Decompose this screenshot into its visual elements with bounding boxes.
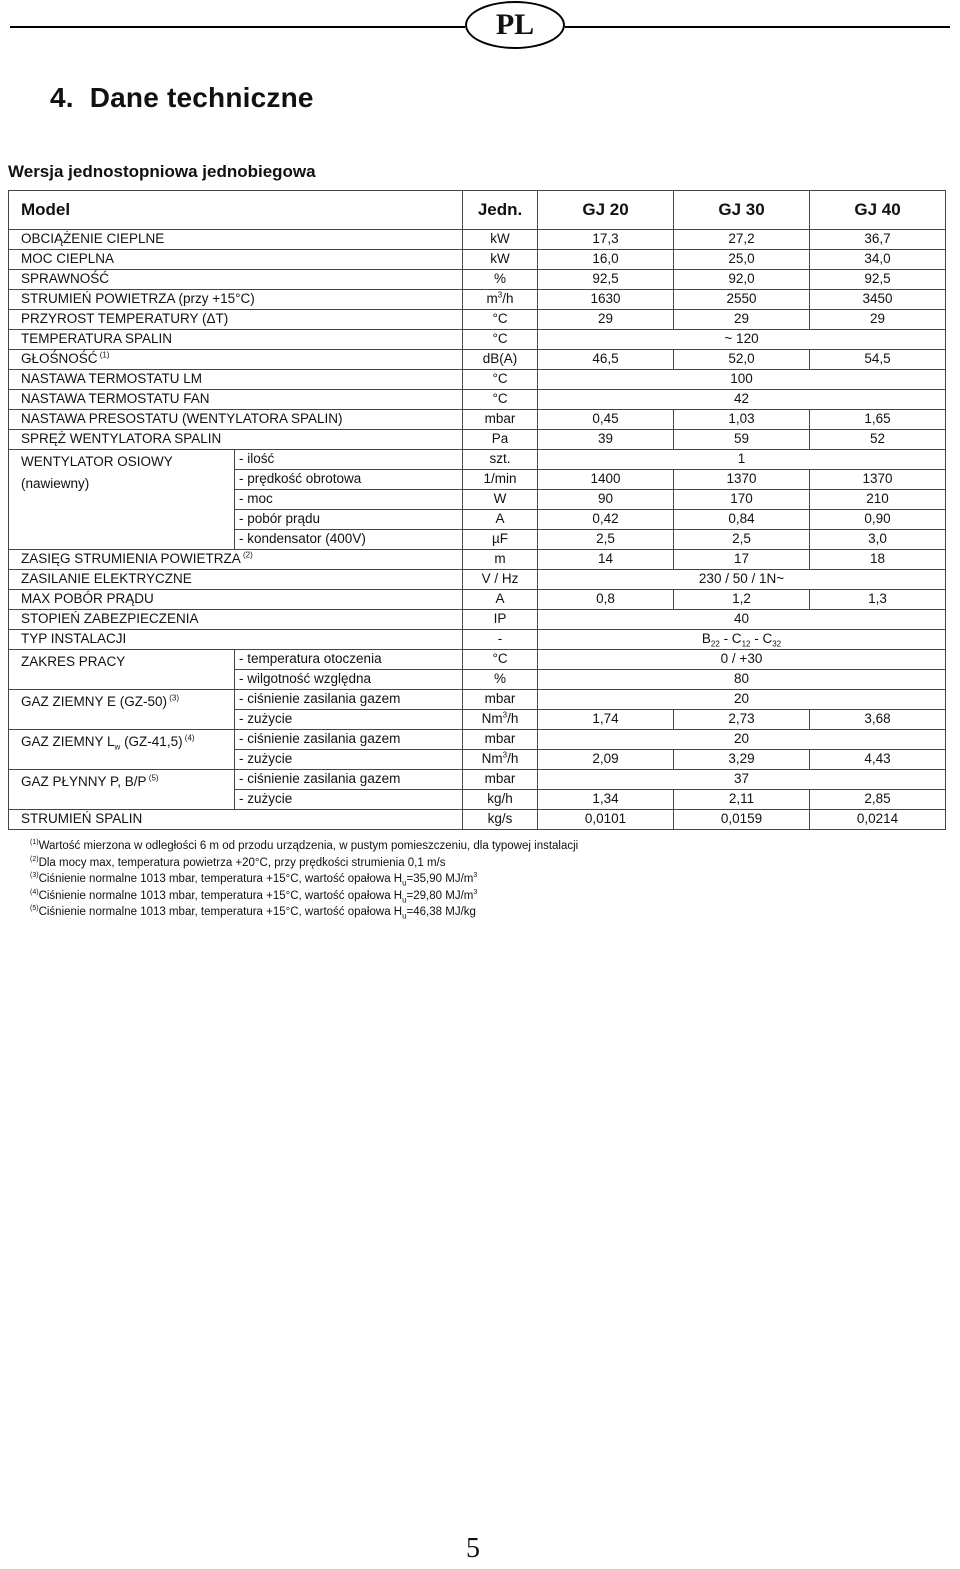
value-all-models: 42 — [538, 390, 946, 410]
value-all-models: 1 — [538, 450, 946, 470]
unit-cell: mbar — [463, 770, 538, 790]
value-gj30: 27,2 — [674, 230, 810, 250]
table-row — [9, 610, 946, 630]
value-gj20: 39 — [538, 430, 674, 450]
value-all-models: 230 / 50 / 1N~ — [538, 570, 946, 590]
unit-cell: A — [463, 590, 538, 610]
row-label: MOC CIEPLNA — [9, 250, 463, 270]
unit-cell: % — [463, 270, 538, 290]
table-row — [9, 570, 946, 590]
unit-cell: kg/s — [463, 810, 538, 830]
value-gj40: 2,85 — [810, 790, 946, 810]
work-range-label — [9, 650, 235, 690]
footnote-text: Ciśnienie normalne 1013 mbar, temperatura +15°C, wartość opałowa H — [38, 889, 403, 902]
value-gj30: 17 — [674, 550, 810, 570]
table-row — [9, 330, 946, 350]
value-all-models: 20 — [538, 690, 946, 710]
value-all-models: 0 / +30 — [538, 650, 946, 670]
table-row — [9, 410, 946, 430]
header-rule-right — [565, 26, 950, 28]
footnote-item — [30, 855, 730, 872]
row-label: TYP INSTALACJI — [9, 630, 463, 650]
gas-lw-subscript: w — [114, 742, 121, 752]
table-header-row — [9, 191, 946, 230]
unit-cell: Nm$^3$/h — [463, 750, 538, 770]
value-gj30: 0,0159 — [674, 810, 810, 830]
unit-cell: mbar — [463, 690, 538, 710]
table-row — [9, 350, 946, 370]
value-gj40: 3,0 — [810, 530, 946, 550]
value-gj30: 29 — [674, 310, 810, 330]
table-row — [9, 590, 946, 610]
header-rule-left — [10, 26, 465, 28]
page-number: 5 — [466, 1533, 480, 1564]
table-row — [9, 370, 946, 390]
row-sublabel: - ilość — [235, 450, 463, 470]
table-row — [9, 430, 946, 450]
footnote-mark: (5) — [30, 905, 39, 913]
install-sub: 22 — [710, 640, 720, 650]
section-title — [50, 82, 314, 114]
unit-cell: 1/min — [463, 470, 538, 490]
value-gj30: 25,0 — [674, 250, 810, 270]
gas-lw-label — [9, 730, 235, 770]
unit-cell: °C — [463, 330, 538, 350]
value-gj20: 2,5 — [538, 530, 674, 550]
footnote-item — [30, 888, 730, 905]
unit-cell: - — [463, 630, 538, 650]
fan-label-sub: (nawiewny) — [21, 476, 90, 491]
row-sublabel: - ciśnienie zasilania gazem — [235, 730, 463, 750]
row-sublabel: - wilgotność względna — [235, 670, 463, 690]
value-gj20: 16,0 — [538, 250, 674, 270]
row-label: OBCIĄŻENIE CIEPLNE — [9, 230, 463, 250]
footnote-mark: (4) — [30, 888, 39, 896]
value-gj30: 1,03 — [674, 410, 810, 430]
row-sublabel: - prędkość obrotowa — [235, 470, 463, 490]
value-gj40: 54,5 — [810, 350, 946, 370]
unit-cell: µF — [463, 530, 538, 550]
row-sublabel: - zużycie — [235, 790, 463, 810]
row-sublabel: - zużycie — [235, 750, 463, 770]
row-sublabel: - moc — [235, 490, 463, 510]
table-row — [9, 290, 946, 310]
value-all-models: 40 — [538, 610, 946, 630]
row-label: STOPIEŃ ZABEZPIECZENIA — [9, 610, 463, 630]
footnote-superscript: 3 — [473, 872, 478, 880]
value-gj40: 1,3 — [810, 590, 946, 610]
unit-cell: W — [463, 490, 538, 510]
value-gj20: 0,42 — [538, 510, 674, 530]
footnote-text-end: =46,38 MJ/kg — [406, 906, 476, 918]
value-gj40: 4,43 — [810, 750, 946, 770]
value-gj20: 0,0101 — [538, 810, 674, 830]
footnote-item — [30, 904, 730, 921]
row-label: SPRĘŻ WENTYLATORA SPALIN — [9, 430, 463, 450]
footnote-subscript: u — [402, 878, 407, 888]
row-label: GŁOŚNOŚĆ $^{(1)}$ — [9, 350, 463, 370]
value-gj40: 3,68 — [810, 710, 946, 730]
row-sublabel: - zużycie — [235, 710, 463, 730]
value-gj20: 90 — [538, 490, 674, 510]
unit-superscript: 3 — [497, 290, 503, 300]
value-gj30: 52,0 — [674, 350, 810, 370]
value-gj40: 92,5 — [810, 270, 946, 290]
installation-type-value: $B_{22} - C_{12} - C_{32}$ — [538, 630, 946, 650]
row-label: STRUMIEŃ POWIETRZA (przy +15°C) — [9, 290, 463, 310]
unit-cell: kg/h — [463, 790, 538, 810]
row-sublabel: - kondensator (400V) — [235, 530, 463, 550]
table-row — [9, 690, 946, 710]
value-all-models: 20 — [538, 730, 946, 750]
table-title: Wersja jednostopniowa jednobiegowa — [8, 162, 316, 181]
unit-cell: kW — [463, 250, 538, 270]
value-gj40: 29 — [810, 310, 946, 330]
section-title-text: Dane techniczne — [89, 82, 314, 113]
footnote-text-end: =29,80 MJ/m — [406, 889, 474, 902]
value-gj20: 0,8 — [538, 590, 674, 610]
value-gj40: 36,7 — [810, 230, 946, 250]
table-row — [9, 730, 946, 750]
value-gj30: 1,2 — [674, 590, 810, 610]
unit-cell: kW — [463, 230, 538, 250]
value-gj40: 210 — [810, 490, 946, 510]
row-sublabel: - ciśnienie zasilania gazem — [235, 690, 463, 710]
section-number: 4. — [50, 82, 74, 113]
header-model: Model — [9, 191, 463, 230]
technical-data-table — [8, 190, 946, 830]
footnote-subscript: u — [402, 894, 407, 904]
row-label: STRUMIEŃ SPALIN — [9, 810, 463, 830]
value-gj20: 92,5 — [538, 270, 674, 290]
value-gj40: 1370 — [810, 470, 946, 490]
value-all-models: ~ 120 — [538, 330, 946, 350]
footnote-text: Ciśnienie normalne 1013 mbar, temperatura +15°C, wartość opałowa H — [38, 906, 403, 918]
footnote-ref: (4) — [182, 733, 195, 743]
unit-cell: % — [463, 670, 538, 690]
value-gj20: 46,5 — [538, 350, 674, 370]
install-sub: 32 — [772, 640, 782, 650]
footnote-item — [30, 871, 730, 888]
header-gj40: GJ 40 — [810, 191, 946, 230]
unit-cell: mbar — [463, 410, 538, 430]
value-gj20: 1630 — [538, 290, 674, 310]
row-label: PRZYROST TEMPERATURY (ΔT) — [9, 310, 463, 330]
row-label: TEMPERATURA SPALIN — [9, 330, 463, 350]
table-row — [9, 550, 946, 570]
row-sublabel: - ciśnienie zasilania gazem — [235, 770, 463, 790]
unit-cell: szt. — [463, 450, 538, 470]
unit-cell: dB(A) — [463, 350, 538, 370]
footnote-ref: (3) — [167, 693, 180, 703]
value-gj30: 2,5 — [674, 530, 810, 550]
row-label: ZASILANIE ELEKTRYCZNE — [9, 570, 463, 590]
unit-cell: °C — [463, 310, 538, 330]
gas-lw-text: GAZ ZIEMNY $L_w$ (GZ-41,5) $^{(4)}$ — [21, 733, 195, 752]
row-label: NASTAWA TERMOSTATU FAN — [9, 390, 463, 410]
value-gj20: 29 — [538, 310, 674, 330]
work-range-text: ZAKRES PRACY — [21, 654, 126, 669]
value-all-models: 100 — [538, 370, 946, 390]
unit-superscript: 3 — [502, 750, 508, 760]
unit-cell: A — [463, 510, 538, 530]
unit-cell: °C — [463, 390, 538, 410]
value-gj20: 1,74 — [538, 710, 674, 730]
table-row — [9, 450, 946, 470]
value-gj40: 52 — [810, 430, 946, 450]
footnote-text: Ciśnienie normalne 1013 mbar, temperatura +15°C, wartość opałowa H — [38, 873, 403, 885]
value-gj20: 0,45 — [538, 410, 674, 430]
value-gj30: 2550 — [674, 290, 810, 310]
footnote-mark: (2) — [30, 855, 39, 863]
unit-cell: °C — [463, 370, 538, 390]
footnote-item — [30, 838, 730, 855]
unit-cell: Pa — [463, 430, 538, 450]
unit-cell: m — [463, 550, 538, 570]
value-gj40: 3450 — [810, 290, 946, 310]
value-gj30: 170 — [674, 490, 810, 510]
footnote-mark: (3) — [30, 872, 39, 880]
value-all-models: 37 — [538, 770, 946, 790]
value-gj20: 1400 — [538, 470, 674, 490]
unit-cell: $m^3/h$ — [463, 290, 538, 310]
value-gj30: 2,73 — [674, 710, 810, 730]
table-row — [9, 770, 946, 790]
value-gj30: 59 — [674, 430, 810, 450]
value-gj40: 0,0214 — [810, 810, 946, 830]
table-row — [9, 810, 946, 830]
row-sublabel: - pobór prądu — [235, 510, 463, 530]
row-label: SPRAWNOŚĆ — [9, 270, 463, 290]
header-gj20: GJ 20 — [538, 191, 674, 230]
row-label: NASTAWA PRESOSTATU (WENTYLATORA SPALIN) — [9, 410, 463, 430]
value-gj20: 1,34 — [538, 790, 674, 810]
footnote-subscript: u — [402, 911, 407, 921]
table-row — [9, 310, 946, 330]
value-gj40: 18 — [810, 550, 946, 570]
unit-cell: °C — [463, 650, 538, 670]
unit-cell: Nm$^3$/h — [463, 710, 538, 730]
table-row — [9, 230, 946, 250]
unit-cell: mbar — [463, 730, 538, 750]
row-sublabel: - temperatura otoczenia — [235, 650, 463, 670]
footnote-mark: (1) — [30, 839, 39, 847]
value-gj40: 34,0 — [810, 250, 946, 270]
value-gj30: 2,11 — [674, 790, 810, 810]
value-gj20: 14 — [538, 550, 674, 570]
install-sub: 12 — [741, 640, 751, 650]
value-gj20: 2,09 — [538, 750, 674, 770]
footnote-ref: (2) — [240, 550, 253, 560]
value-gj40: 0,90 — [810, 510, 946, 530]
value-gj30: 92,0 — [674, 270, 810, 290]
unit-cell: V / Hz — [463, 570, 538, 590]
footnote-ref: (5) — [146, 773, 159, 783]
gas-e-text: GAZ ZIEMNY E (GZ-50) $^{(3)}$ — [21, 693, 180, 709]
table-row — [9, 630, 946, 650]
row-label: NASTAWA TERMOSTATU LM — [9, 370, 463, 390]
header-gj30: GJ 30 — [674, 191, 810, 230]
value-gj20: 17,3 — [538, 230, 674, 250]
unit-cell: IP — [463, 610, 538, 630]
table-row — [9, 650, 946, 670]
fan-label: WENTYLATOR OSIOWY — [21, 454, 173, 469]
footnotes — [30, 838, 730, 921]
footnote-ref: (1) — [97, 350, 110, 360]
value-gj40: 1,65 — [810, 410, 946, 430]
gas-e-label — [9, 690, 235, 730]
value-gj30: 3,29 — [674, 750, 810, 770]
gas-p-text: GAZ PŁYNNY P, B/P $^{(5)}$ — [21, 773, 159, 789]
table-row — [9, 390, 946, 410]
gas-p-label — [9, 770, 235, 810]
language-badge: PL — [465, 1, 565, 49]
value-all-models: 80 — [538, 670, 946, 690]
table-row — [9, 250, 946, 270]
fan-group-label — [9, 450, 235, 550]
footnote-text: Dla mocy max, temperatura powietrza +20°C, przy prędkości strumienia 0,1 m/s — [38, 856, 446, 869]
unit-superscript: 3 — [502, 710, 508, 720]
row-label: MAX POBÓR PRĄDU — [9, 590, 463, 610]
table-row — [9, 270, 946, 290]
footnote-text: Wartość mierzona w odległości 6 m od przodu urządzenia, w pustym pomieszczeniu, dla typowej instalacji — [38, 840, 579, 852]
header-unit: Jedn. — [463, 191, 538, 230]
footnote-text-end: =35,90 MJ/m — [406, 873, 474, 885]
value-gj30: 1370 — [674, 470, 810, 490]
value-gj30: 0,84 — [674, 510, 810, 530]
footnote-superscript: 3 — [473, 888, 478, 896]
row-label: ZASIĘG STRUMIENIA POWIETRZA $^{(2)}$ — [9, 550, 463, 570]
